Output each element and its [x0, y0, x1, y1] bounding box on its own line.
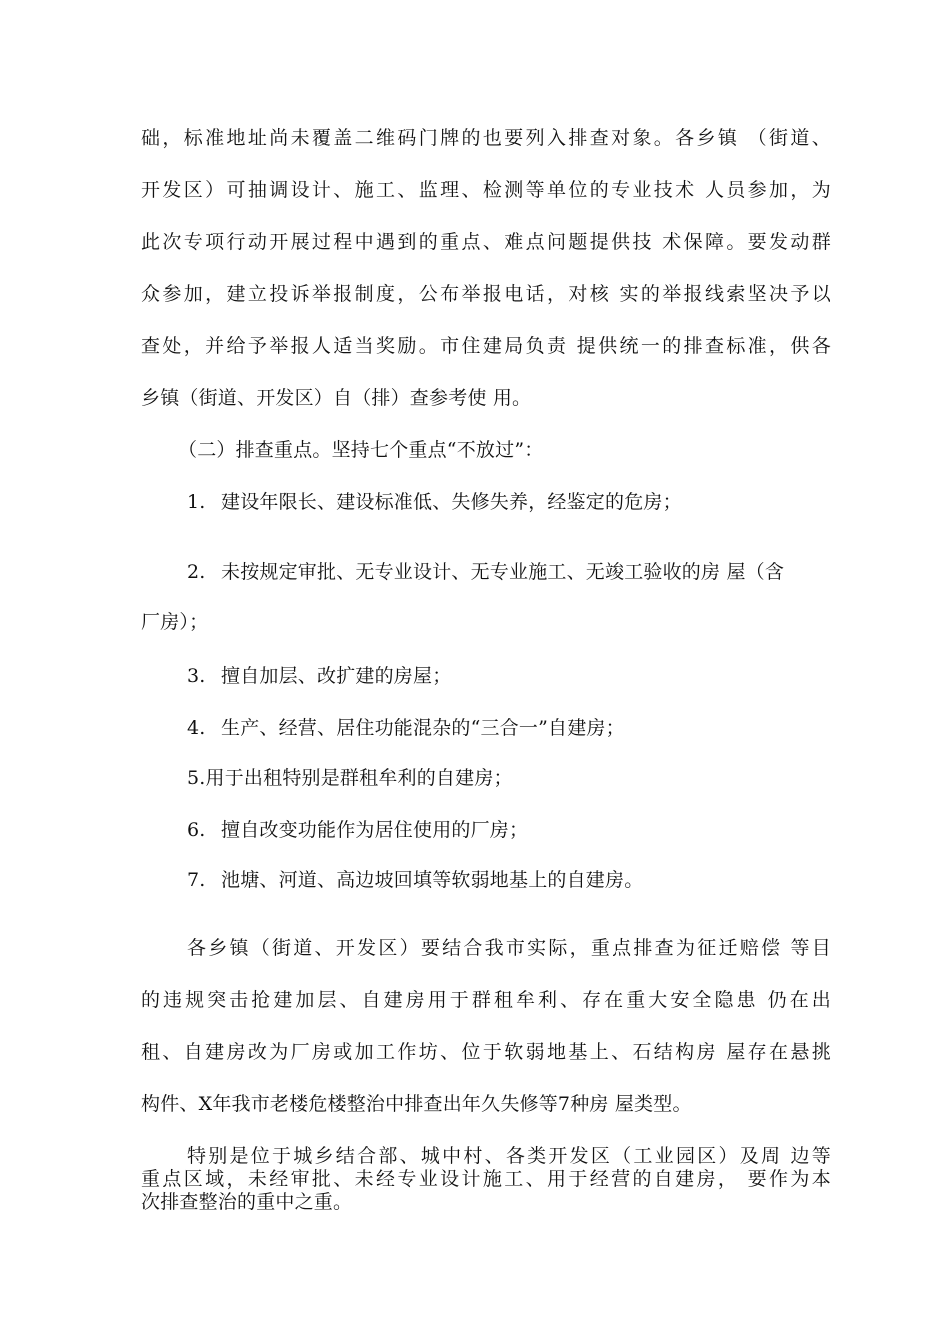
- list-item: [187, 716, 877, 740]
- list-item: [187, 766, 877, 790]
- list-item: [187, 664, 877, 688]
- list-item-number: 7.: [187, 869, 206, 891]
- para3-line-4: 构件、X年我市老楼危楼整治中排查出年久失修等7种房 屋类型。: [141, 1093, 692, 1115]
- list-item-number: 4.: [187, 717, 206, 739]
- list-item-number: 6.: [187, 819, 206, 841]
- list-item: [187, 560, 831, 584]
- list-item-text: 擅自改变功能作为居住使用的厂房；: [221, 819, 529, 841]
- list-item-text: 建设年限长、建设标准低、失修失养，经鉴定的危房；: [221, 491, 682, 513]
- list-item-continuation: 厂房）；: [141, 611, 209, 633]
- list-item-number: 3.: [187, 665, 206, 687]
- list-item-text: 擅自加层、改扩建的房屋；: [221, 665, 452, 687]
- para1-line-1: 础，标准地址尚未覆盖二维码门牌的也要列入排查对象。各乡镇 （街道、: [141, 127, 831, 149]
- para3-line-2: 的违规突击抢建加层、自建房用于群租牟利、存在重大安全隐患 仍在出: [141, 989, 831, 1011]
- list-item-number: 5.: [187, 767, 206, 789]
- list-item-text: 池塘、河道、高边坡回填等软弱地基上的自建房。: [221, 869, 644, 891]
- list-item-number: 2.: [187, 561, 206, 583]
- list-item-text: 未按规定审批、无专业设计、无专业施工、无竣工验收的房 屋（含: [221, 561, 785, 583]
- list-item: [187, 868, 877, 892]
- para1-line-3: 此次专项行动开展过程中遇到的重点、难点问题提供技 术保障。要发动群: [141, 231, 831, 253]
- list-item-number: 1.: [187, 491, 206, 513]
- list-item: [187, 490, 877, 514]
- list-item-text: 用于出租特别是群租牟利的自建房；: [205, 767, 513, 789]
- para4-line-2: 重点区域，未经审批、未经专业设计施工、用于经营的自建房， 要作为本: [141, 1168, 831, 1190]
- list-item-text: 生产、经营、居住功能混杂的“三合一”自建房；: [221, 717, 625, 739]
- para1-line-6: 乡镇（街道、开发区）自（排）查参考使 用。: [141, 387, 532, 409]
- para3-line-1: 各乡镇（街道、开发区）要结合我市实际，重点排查为征迁赔偿 等目: [187, 937, 831, 959]
- list-item: [187, 818, 877, 842]
- para4-line-1: 特别是位于城乡结合部、城中村、各类开发区（工业园区）及周 边等: [187, 1145, 831, 1167]
- para4-line-3: 次排查整治的重中之重。: [141, 1191, 353, 1213]
- para1-line-2: 开发区）可抽调设计、施工、监理、检测等单位的专业技术 人员参加，为: [141, 179, 831, 201]
- para1-line-5: 查处，并给予举报人适当奖励。市住建局负责 提供统一的排查标准，供各: [141, 335, 831, 357]
- section-heading: （二）排查重点。坚持七个重点“不放过”：: [178, 439, 544, 461]
- para1-line-4: 众参加，建立投诉举报制度，公布举报电话，对核 实的举报线索坚决予以: [141, 283, 831, 305]
- para3-line-3: 租、自建房改为厂房或加工作坊、位于软弱地基上、石结构房 屋存在悬挑: [141, 1041, 831, 1063]
